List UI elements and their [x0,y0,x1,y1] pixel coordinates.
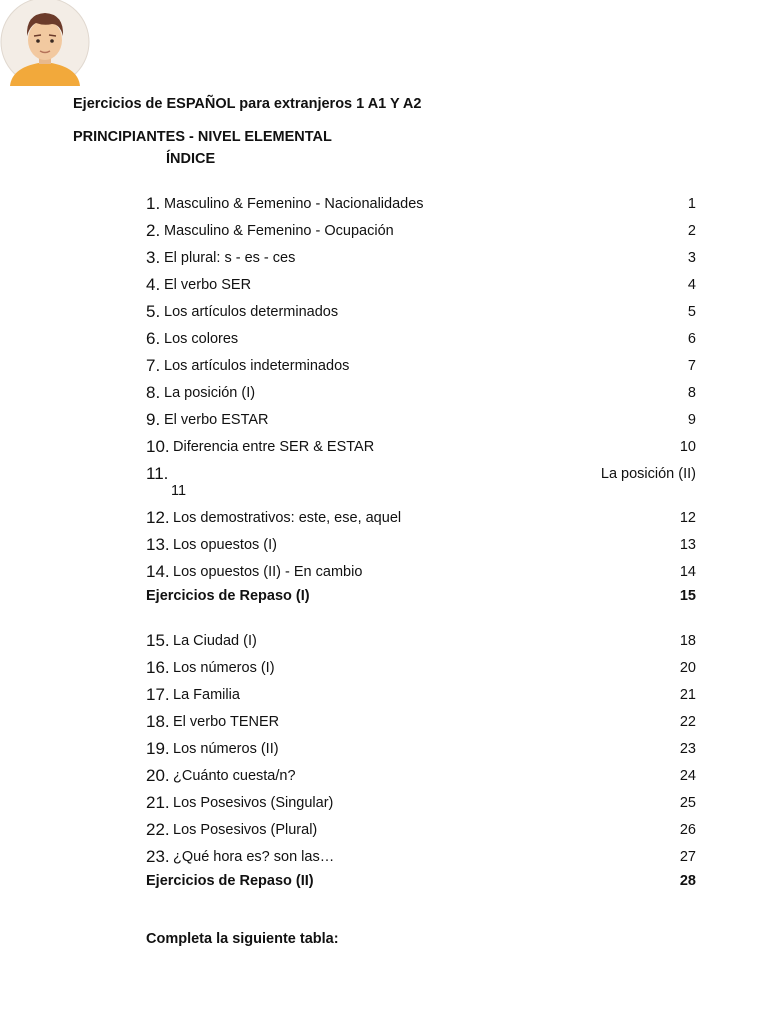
toc-label: ¿Qué hora es? son las… [173,849,335,865]
spacer [146,612,696,630]
toc-row[interactable] [146,328,696,355]
toc-page: 7 [687,358,696,374]
toc-row[interactable] [146,657,696,684]
toc-label: La Familia [173,687,240,703]
toc-label: Los artículos indeterminados [164,358,350,374]
toc-page: 27 [679,849,696,865]
toc-page: 5 [687,304,696,320]
spacer [146,897,696,931]
toc-row[interactable] [146,711,696,738]
toc-number: 23. [146,847,170,866]
toc-row[interactable] [146,738,696,765]
toc-row[interactable] [146,436,696,463]
review-label: Ejercicios de Repaso (II) [146,873,314,889]
toc-row[interactable] [146,765,696,792]
toc-page: 26 [679,822,696,838]
toc-number: 9. [146,410,161,429]
toc-label: Los colores [164,331,239,347]
toc-number: 11. [146,464,169,483]
toc-page: 2 [687,223,696,239]
toc-page: 10 [679,439,696,455]
toc-page: 18 [679,633,696,649]
index-heading: ÍNDICE [166,151,216,167]
toc-row[interactable] [146,792,696,819]
toc-page: 20 [679,660,696,676]
toc-page: 4 [687,277,696,293]
toc-page: 23 [679,741,696,757]
toc-number: 1. [146,194,161,213]
toc-label: La Ciudad (I) [173,633,257,649]
toc-number: 19. [146,739,170,758]
toc-label: La posición (II) [600,466,696,482]
toc-number: 2. [146,221,161,240]
toc-label: Masculino & Femenino - Nacionalidades [164,196,424,212]
toc-section-3 [146,630,696,873]
document-title: Ejercicios de ESPAÑOL para extranjeros 1 A1 Y A2 [73,96,422,112]
toc-page: 25 [679,795,696,811]
toc-label: El verbo TENER [173,714,280,730]
toc-page: 3 [687,250,696,266]
toc-label: Los números (II) [173,741,279,757]
table-of-contents [146,193,696,953]
toc-row[interactable] [146,507,696,534]
toc-label: ¿Cuánto cuesta/n? [173,768,296,784]
level-title: PRINCIPIANTES - NIVEL ELEMENTAL [73,129,332,145]
review-label: Ejercicios de Repaso (I) [146,588,310,604]
toc-label: Los opuestos (I) [173,537,277,553]
toc-label: Los números (I) [173,660,275,676]
avatar [0,0,90,86]
toc-label: Diferencia entre SER & ESTAR [173,439,375,455]
toc-number: 14. [146,562,170,581]
toc-number: 4. [146,275,161,294]
toc-row[interactable] [146,846,696,873]
toc-page: 24 [679,768,696,784]
toc-label: Los Posesivos (Plural) [173,822,318,838]
toc-row[interactable] [146,463,696,507]
toc-page: 1 [687,196,696,212]
toc-section-1 [146,193,696,463]
review-page: 28 [679,873,696,889]
toc-row[interactable] [146,819,696,846]
toc-row[interactable] [146,193,696,220]
toc-number: 15. [146,631,170,650]
toc-number: 18. [146,712,170,731]
toc-number: 5. [146,302,161,321]
toc-page: 6 [687,331,696,347]
toc-row[interactable] [146,247,696,274]
toc-label: La posición (I) [164,385,256,401]
toc-number: 20. [146,766,170,785]
toc-row[interactable] [146,534,696,561]
toc-number: 21. [146,793,170,812]
instruction-text: Completa la siguiente tabla: [146,931,339,947]
toc-number: 12. [146,508,170,527]
toc-number: 7. [146,356,161,375]
toc-number: 6. [146,329,161,348]
toc-row[interactable] [146,355,696,382]
toc-page: 22 [679,714,696,730]
toc-number: 8. [146,383,161,402]
toc-page: 11 [171,483,187,499]
toc-page: 13 [679,537,696,553]
toc-section-2 [146,507,696,588]
toc-number: 13. [146,535,170,554]
toc-page: 14 [679,564,696,580]
toc-label: El plural: s - es - ces [164,250,296,266]
review-row[interactable] [146,873,696,897]
toc-number: 10. [146,437,170,456]
review-page: 15 [679,588,696,604]
review-row[interactable] [146,588,696,612]
toc-row[interactable] [146,561,696,588]
toc-row[interactable] [146,301,696,328]
toc-row[interactable] [146,409,696,436]
toc-row[interactable] [146,220,696,247]
toc-row[interactable] [146,382,696,409]
toc-label: Los artículos determinados [164,304,339,320]
toc-label: Masculino & Femenino - Ocupación [164,223,394,239]
toc-label: Los Posesivos (Singular) [173,795,334,811]
toc-number: 3. [146,248,161,267]
toc-page: 12 [679,510,696,526]
toc-page: 8 [687,385,696,401]
toc-page: 21 [679,687,696,703]
toc-number: 22. [146,820,170,839]
toc-row[interactable] [146,630,696,657]
toc-number: 16. [146,658,170,677]
toc-label: Los demostrativos: este, ese, aquel [173,510,402,526]
toc-label: El verbo SER [164,277,252,293]
toc-row[interactable] [146,684,696,711]
toc-page: 9 [687,412,696,428]
avatar-illustration [0,0,90,86]
toc-row[interactable] [146,274,696,301]
toc-label: Los opuestos (II) - En cambio [173,564,363,580]
toc-label: El verbo ESTAR [164,412,269,428]
toc-number: 17. [146,685,170,704]
